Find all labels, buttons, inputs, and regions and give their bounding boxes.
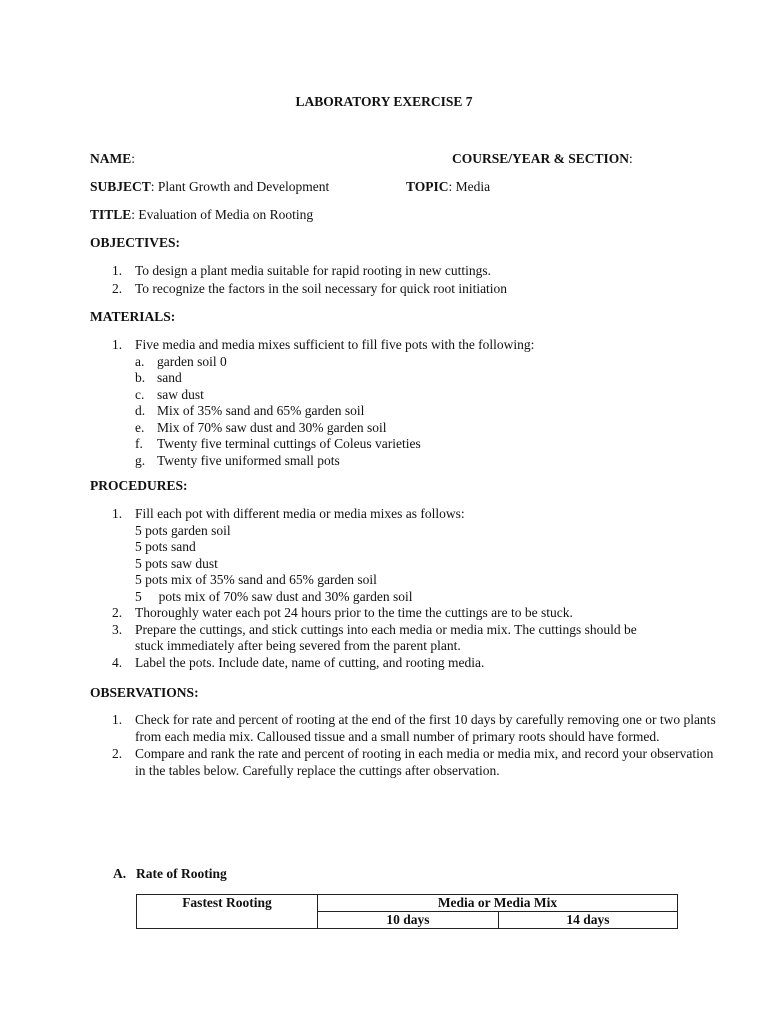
materials-heading: MATERIALS: bbox=[90, 309, 176, 324]
list-text: Compare and rank the rate and percent of rooting in each media or media mix, and record your observation in the tables below. Carefully replace the cuttings after observation. bbox=[135, 746, 714, 778]
sublist-item bbox=[135, 403, 710, 420]
sublist-item bbox=[135, 387, 710, 404]
procedures-list bbox=[90, 506, 710, 671]
table-row bbox=[137, 895, 678, 912]
subject-value: : Plant Growth and Development bbox=[150, 179, 330, 194]
list-number: 1. bbox=[112, 337, 123, 352]
sublist-letter: f. bbox=[135, 436, 143, 451]
sublist-letter: c. bbox=[135, 386, 145, 402]
section-a-heading: Rate of Rooting bbox=[136, 866, 227, 881]
sublist-letter: g. bbox=[135, 452, 146, 468]
sublist-item bbox=[135, 370, 710, 387]
course-field bbox=[452, 151, 633, 168]
pot-line: 5 pots mix of 35% sand and 65% garden soil bbox=[135, 572, 377, 587]
list-text: Prepare the cuttings, and stick cuttings into each media or media mix. The cuttings should be stuck immediately after being severed from the parent plant. bbox=[135, 621, 637, 653]
sublist-text: Twenty five terminal cuttings of Coleus varieties bbox=[157, 436, 421, 451]
sublist-text: sand bbox=[157, 370, 182, 385]
topic-label: TOPIC bbox=[406, 179, 449, 194]
table-header-14-days: 14 days bbox=[499, 912, 678, 929]
title-label: TITLE bbox=[90, 207, 132, 222]
rate-of-rooting-table bbox=[136, 894, 678, 929]
list-item bbox=[90, 655, 710, 672]
list-number: 2. bbox=[112, 746, 123, 761]
objectives-list bbox=[90, 263, 710, 297]
subject-field bbox=[90, 179, 329, 196]
list-number: 1. bbox=[112, 263, 123, 278]
list-text: Thoroughly water each pot 24 hours prior to the time the cuttings are to be stuck. bbox=[135, 605, 573, 620]
sublist-text: garden soil 0 bbox=[157, 353, 227, 369]
pot-line: 5 pots garden soil bbox=[135, 522, 231, 538]
list-text: Five media and media mixes sufficient to fill five pots with the following: bbox=[135, 337, 535, 352]
name-field bbox=[90, 151, 135, 168]
topic-field bbox=[406, 179, 490, 196]
page-title: LABORATORY EXERCISE 7 bbox=[295, 94, 473, 109]
sublist-letter: e. bbox=[135, 419, 145, 435]
pot-line: 5 pots saw dust bbox=[135, 555, 218, 571]
list-text: Label the pots. Include date, name of cutting, and rooting media. bbox=[135, 654, 485, 670]
pot-line: 5 pots sand bbox=[135, 539, 196, 554]
title-value: : Evaluation of Media on Rooting bbox=[131, 207, 314, 222]
sublist-text: Twenty five uniformed small pots bbox=[157, 452, 340, 468]
name-colon: : bbox=[131, 151, 136, 166]
list-text: To design a plant media suitable for rapid rooting in new cuttings. bbox=[135, 263, 491, 278]
list-item bbox=[90, 263, 710, 280]
pot-line: 5 pots mix of 70% saw dust and 30% garden soil bbox=[135, 588, 413, 604]
sublist-item bbox=[135, 453, 710, 470]
sublist-text: Mix of 70% saw dust and 30% garden soil bbox=[157, 419, 387, 435]
list-number: 2. bbox=[112, 280, 123, 296]
list-number: 1. bbox=[112, 712, 123, 727]
sublist-item bbox=[135, 354, 710, 371]
list-item bbox=[90, 712, 722, 745]
course-colon: : bbox=[629, 151, 633, 166]
topic-value: : Media bbox=[448, 179, 491, 194]
list-item bbox=[90, 281, 710, 298]
sublist-text: Mix of 35% sand and 65% garden soil bbox=[157, 403, 365, 418]
sublist-letter: b. bbox=[135, 370, 146, 385]
sublist-item bbox=[135, 420, 710, 437]
list-text: Fill each pot with different media or media mixes as follows: bbox=[135, 506, 465, 521]
title-field bbox=[90, 207, 313, 224]
sublist-letter: d. bbox=[135, 403, 146, 418]
sublist-letter: a. bbox=[135, 353, 145, 369]
list-number: 4. bbox=[112, 654, 123, 670]
objectives-heading: OBJECTIVES: bbox=[90, 235, 181, 250]
list-number: 2. bbox=[112, 605, 123, 620]
observations-list bbox=[90, 712, 722, 779]
materials-list bbox=[90, 337, 710, 469]
list-number: 1. bbox=[112, 506, 123, 521]
course-label: COURSE/YEAR & SECTION bbox=[452, 151, 630, 166]
materials-sublist bbox=[135, 354, 710, 470]
list-number: 3. bbox=[112, 621, 123, 637]
list-item bbox=[90, 746, 722, 779]
table-header-media-mix: Media or Media Mix bbox=[318, 895, 678, 912]
table-header-fastest-rooting: Fastest Rooting bbox=[137, 895, 318, 929]
subject-label: SUBJECT bbox=[90, 179, 151, 194]
observations-heading: OBSERVATIONS: bbox=[90, 685, 199, 700]
sublist-text: saw dust bbox=[157, 386, 204, 402]
list-item bbox=[90, 622, 710, 655]
procedure-pot-lines bbox=[135, 523, 710, 606]
procedures-heading: PROCEDURES: bbox=[90, 478, 188, 493]
list-item bbox=[90, 605, 710, 622]
list-text: Check for rate and percent of rooting at the end of the first 10 days by carefully removing one or two plants from each media mix. Calloused tissue and a small number of primary roots should have formed. bbox=[135, 712, 716, 744]
sublist-item bbox=[135, 436, 710, 453]
section-a-letter: A. bbox=[113, 866, 127, 881]
list-item bbox=[90, 506, 710, 605]
list-item bbox=[90, 337, 710, 469]
list-text: To recognize the factors in the soil necessary for quick root initiation bbox=[135, 280, 508, 296]
table-header-10-days: 10 days bbox=[318, 912, 499, 929]
name-label: NAME bbox=[90, 151, 132, 166]
